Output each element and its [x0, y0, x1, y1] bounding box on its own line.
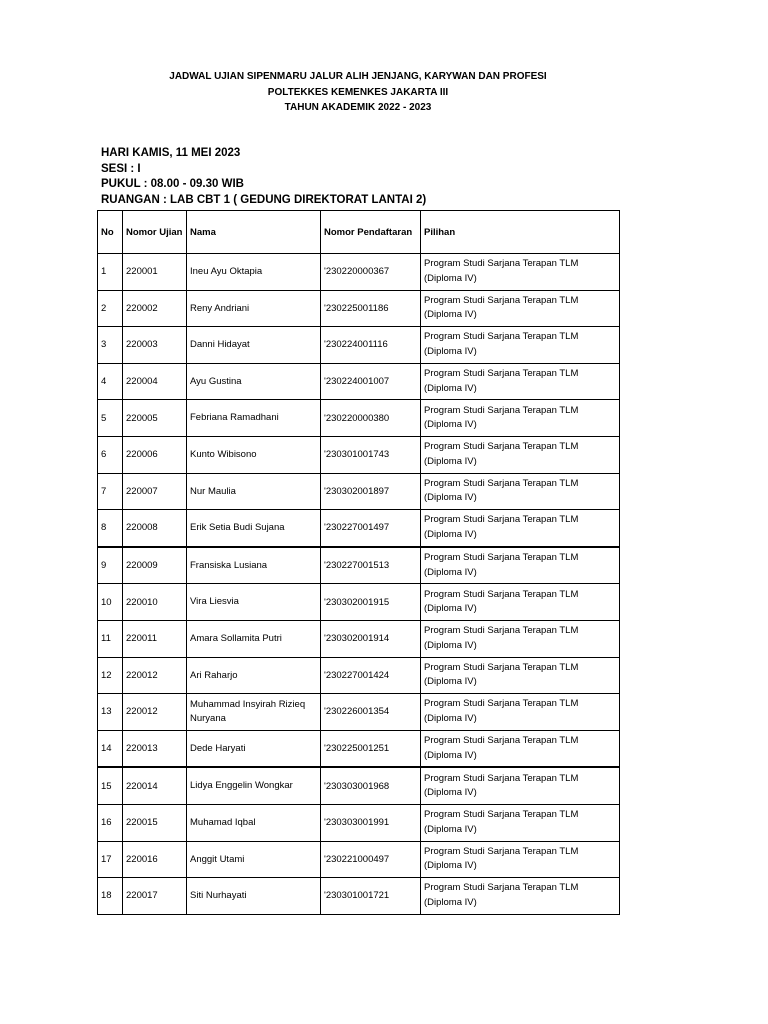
table-row: [98, 400, 620, 437]
cell-exam-number: 220016: [123, 841, 187, 878]
cell-registration: '230225001251: [321, 730, 421, 767]
cell-name: Ineu Ayu Oktapia: [187, 254, 321, 291]
choice-level: (Diploma IV): [424, 639, 477, 651]
col-header-name: Nama: [187, 211, 321, 254]
cell-choice: [421, 436, 620, 473]
info-time: PUKUL : 08.00 - 09.30 WIB: [101, 178, 244, 190]
cell-exam-number: 220001: [123, 254, 187, 291]
cell-choice: [421, 841, 620, 878]
cell-exam-number: 220007: [123, 473, 187, 510]
cell-registration: '230225001186: [321, 290, 421, 327]
table-row: [98, 657, 620, 694]
info-session: SESI : I: [101, 162, 141, 175]
choice-program: Program Studi Sarjana Terapan TLM: [424, 404, 579, 416]
choice-level: (Diploma IV): [424, 749, 477, 761]
info-room: RUANGAN : LAB CBT 1 ( GEDUNG DIREKTORAT LANTAI 2): [101, 193, 427, 206]
cell-name: Febriana Ramadhani: [187, 400, 321, 437]
choice-program: Program Studi Sarjana Terapan TLM: [424, 625, 579, 637]
cell-choice: [421, 510, 620, 547]
table-header-row: [98, 211, 620, 254]
choice-level: (Diploma IV): [424, 676, 477, 688]
cell-exam-number: 220004: [123, 363, 187, 400]
cell-registration: '230221000497: [321, 841, 421, 878]
cell-name: Danni Hidayat: [187, 327, 321, 364]
cell-no: 13: [98, 694, 123, 731]
cell-name: Kunto Wibisono: [187, 436, 321, 473]
cell-choice: [421, 400, 620, 437]
cell-name: Amara Sollamita Putri: [187, 620, 321, 657]
info-day: HARI KAMIS, 11 MEI 2023: [101, 147, 241, 159]
cell-no: 9: [98, 547, 123, 584]
cell-no: 12: [98, 657, 123, 694]
cell-no: 16: [98, 804, 123, 841]
cell-name: Ayu Gustina: [187, 363, 321, 400]
document-header: [0, 69, 716, 116]
choice-level: (Diploma IV): [424, 455, 477, 467]
cell-exam-number: 220015: [123, 804, 187, 841]
choice-program: Program Studi Sarjana Terapan TLM: [424, 368, 579, 380]
choice-program: Program Studi Sarjana Terapan TLM: [424, 258, 579, 270]
cell-exam-number: 220003: [123, 327, 187, 364]
cell-exam-number: 220005: [123, 400, 187, 437]
cell-name: Reny Andriani: [187, 290, 321, 327]
cell-choice: [421, 767, 620, 804]
cell-name: Lidya Enggelin Wongkar: [187, 767, 321, 804]
cell-exam-number: 220006: [123, 436, 187, 473]
cell-exam-number: 220002: [123, 290, 187, 327]
choice-level: (Diploma IV): [424, 419, 477, 431]
choice-program: Program Studi Sarjana Terapan TLM: [424, 882, 579, 894]
choice-level: (Diploma IV): [424, 345, 477, 357]
cell-no: 10: [98, 584, 123, 621]
cell-no: 5: [98, 400, 123, 437]
choice-program: Program Studi Sarjana Terapan TLM: [424, 331, 579, 343]
choice-program: Program Studi Sarjana Terapan TLM: [424, 294, 579, 306]
cell-no: 17: [98, 841, 123, 878]
cell-choice: [421, 804, 620, 841]
cell-name: Muhammad Insyirah Rizieq Nuryana: [187, 694, 321, 731]
cell-registration: '230303001968: [321, 767, 421, 804]
cell-no: 7: [98, 473, 123, 510]
choice-program: Program Studi Sarjana Terapan TLM: [424, 772, 579, 784]
choice-level: (Diploma IV): [424, 492, 477, 504]
cell-registration: '230224001116: [321, 327, 421, 364]
table-row: [98, 620, 620, 657]
cell-choice: [421, 547, 620, 584]
choice-level: (Diploma IV): [424, 528, 477, 540]
choice-program: Program Studi Sarjana Terapan TLM: [424, 735, 579, 747]
choice-program: Program Studi Sarjana Terapan TLM: [424, 477, 579, 489]
choice-level: (Diploma IV): [424, 566, 477, 578]
table-row: [98, 290, 620, 327]
cell-no: 14: [98, 730, 123, 767]
table-row: [98, 841, 620, 878]
cell-choice: [421, 363, 620, 400]
cell-name: Muhamad Iqbal: [187, 804, 321, 841]
header-academic-year: TAHUN AKADEMIK 2022 - 2023: [284, 102, 432, 113]
cell-choice: [421, 730, 620, 767]
choice-level: (Diploma IV): [424, 712, 477, 724]
cell-name: Anggit Utami: [187, 841, 321, 878]
cell-registration: '230303001991: [321, 804, 421, 841]
cell-choice: [421, 878, 620, 915]
table-row: [98, 363, 620, 400]
cell-no: 18: [98, 878, 123, 915]
cell-registration: '230220000367: [321, 254, 421, 291]
table-row: [98, 730, 620, 767]
cell-registration: '230224001007: [321, 363, 421, 400]
cell-registration: '230226001354: [321, 694, 421, 731]
cell-registration: '230227001424: [321, 657, 421, 694]
choice-program: Program Studi Sarjana Terapan TLM: [424, 514, 579, 526]
table-row: [98, 584, 620, 621]
cell-registration: '230302001897: [321, 473, 421, 510]
cell-no: 1: [98, 254, 123, 291]
col-header-choice: Pilihan: [421, 211, 620, 254]
table-row: [98, 327, 620, 364]
choice-program: Program Studi Sarjana Terapan TLM: [424, 588, 579, 600]
cell-no: 6: [98, 436, 123, 473]
cell-name: Vira Liesvia: [187, 584, 321, 621]
choice-program: Program Studi Sarjana Terapan TLM: [424, 552, 579, 564]
col-header-no: No: [98, 211, 123, 254]
table-row: [98, 694, 620, 731]
choice-level: (Diploma IV): [424, 823, 477, 835]
cell-no: 3: [98, 327, 123, 364]
choice-level: (Diploma IV): [424, 860, 477, 872]
cell-name: Siti Nurhayati: [187, 878, 321, 915]
cell-name: Fransiska Lusiana: [187, 547, 321, 584]
cell-registration: '230301001743: [321, 436, 421, 473]
choice-level: (Diploma IV): [424, 382, 477, 394]
cell-name: Dede Haryati: [187, 730, 321, 767]
table-row: [98, 254, 620, 291]
cell-choice: [421, 657, 620, 694]
cell-choice: [421, 473, 620, 510]
schedule-table: [97, 210, 620, 915]
cell-choice: [421, 584, 620, 621]
table-row: [98, 547, 620, 584]
cell-exam-number: 220014: [123, 767, 187, 804]
cell-exam-number: 220012: [123, 694, 187, 731]
table-body: [98, 254, 620, 915]
cell-choice: [421, 620, 620, 657]
cell-name: Ari Raharjo: [187, 657, 321, 694]
choice-level: (Diploma IV): [424, 896, 477, 908]
cell-exam-number: 220012: [123, 657, 187, 694]
cell-exam-number: 220008: [123, 510, 187, 547]
cell-registration: '230301001721: [321, 878, 421, 915]
cell-registration: '230227001497: [321, 510, 421, 547]
choice-program: Program Studi Sarjana Terapan TLM: [424, 441, 579, 453]
cell-exam-number: 220017: [123, 878, 187, 915]
table-row: [98, 878, 620, 915]
cell-name: Nur Maulia: [187, 473, 321, 510]
table-row: [98, 436, 620, 473]
cell-choice: [421, 327, 620, 364]
cell-exam-number: 220011: [123, 620, 187, 657]
cell-name: Erik Setia Budi Sujana: [187, 510, 321, 547]
choice-program: Program Studi Sarjana Terapan TLM: [424, 845, 579, 857]
choice-program: Program Studi Sarjana Terapan TLM: [424, 661, 579, 673]
cell-exam-number: 220009: [123, 547, 187, 584]
header-institution: POLTEKKES KEMENKES JAKARTA III: [267, 86, 449, 98]
choice-program: Program Studi Sarjana Terapan TLM: [424, 809, 579, 821]
choice-level: (Diploma IV): [424, 603, 477, 615]
cell-registration: '230302001914: [321, 620, 421, 657]
col-header-exam-number: Nomor Ujian: [123, 211, 187, 254]
table-row: [98, 510, 620, 547]
header-title: JADWAL UJIAN SIPENMARU JALUR ALIH JENJANG, KARYWAN DAN PROFESI: [169, 71, 547, 82]
table-row: [98, 473, 620, 510]
cell-no: 2: [98, 290, 123, 327]
choice-level: (Diploma IV): [424, 787, 477, 799]
session-info: [101, 146, 426, 208]
cell-registration: '230302001915: [321, 584, 421, 621]
cell-exam-number: 220013: [123, 730, 187, 767]
cell-choice: [421, 694, 620, 731]
table-row: [98, 767, 620, 804]
choice-program: Program Studi Sarjana Terapan TLM: [424, 698, 579, 710]
choice-level: (Diploma IV): [424, 272, 477, 284]
cell-choice: [421, 290, 620, 327]
col-header-registration: Nomor Pendaftaran: [321, 211, 421, 254]
cell-exam-number: 220010: [123, 584, 187, 621]
cell-no: 4: [98, 363, 123, 400]
cell-choice: [421, 254, 620, 291]
table-row: [98, 804, 620, 841]
cell-registration: '230220000380: [321, 400, 421, 437]
cell-registration: '230227001513: [321, 547, 421, 584]
choice-level: (Diploma IV): [424, 309, 477, 321]
cell-no: 8: [98, 510, 123, 547]
cell-no: 11: [98, 620, 123, 657]
cell-no: 15: [98, 767, 123, 804]
